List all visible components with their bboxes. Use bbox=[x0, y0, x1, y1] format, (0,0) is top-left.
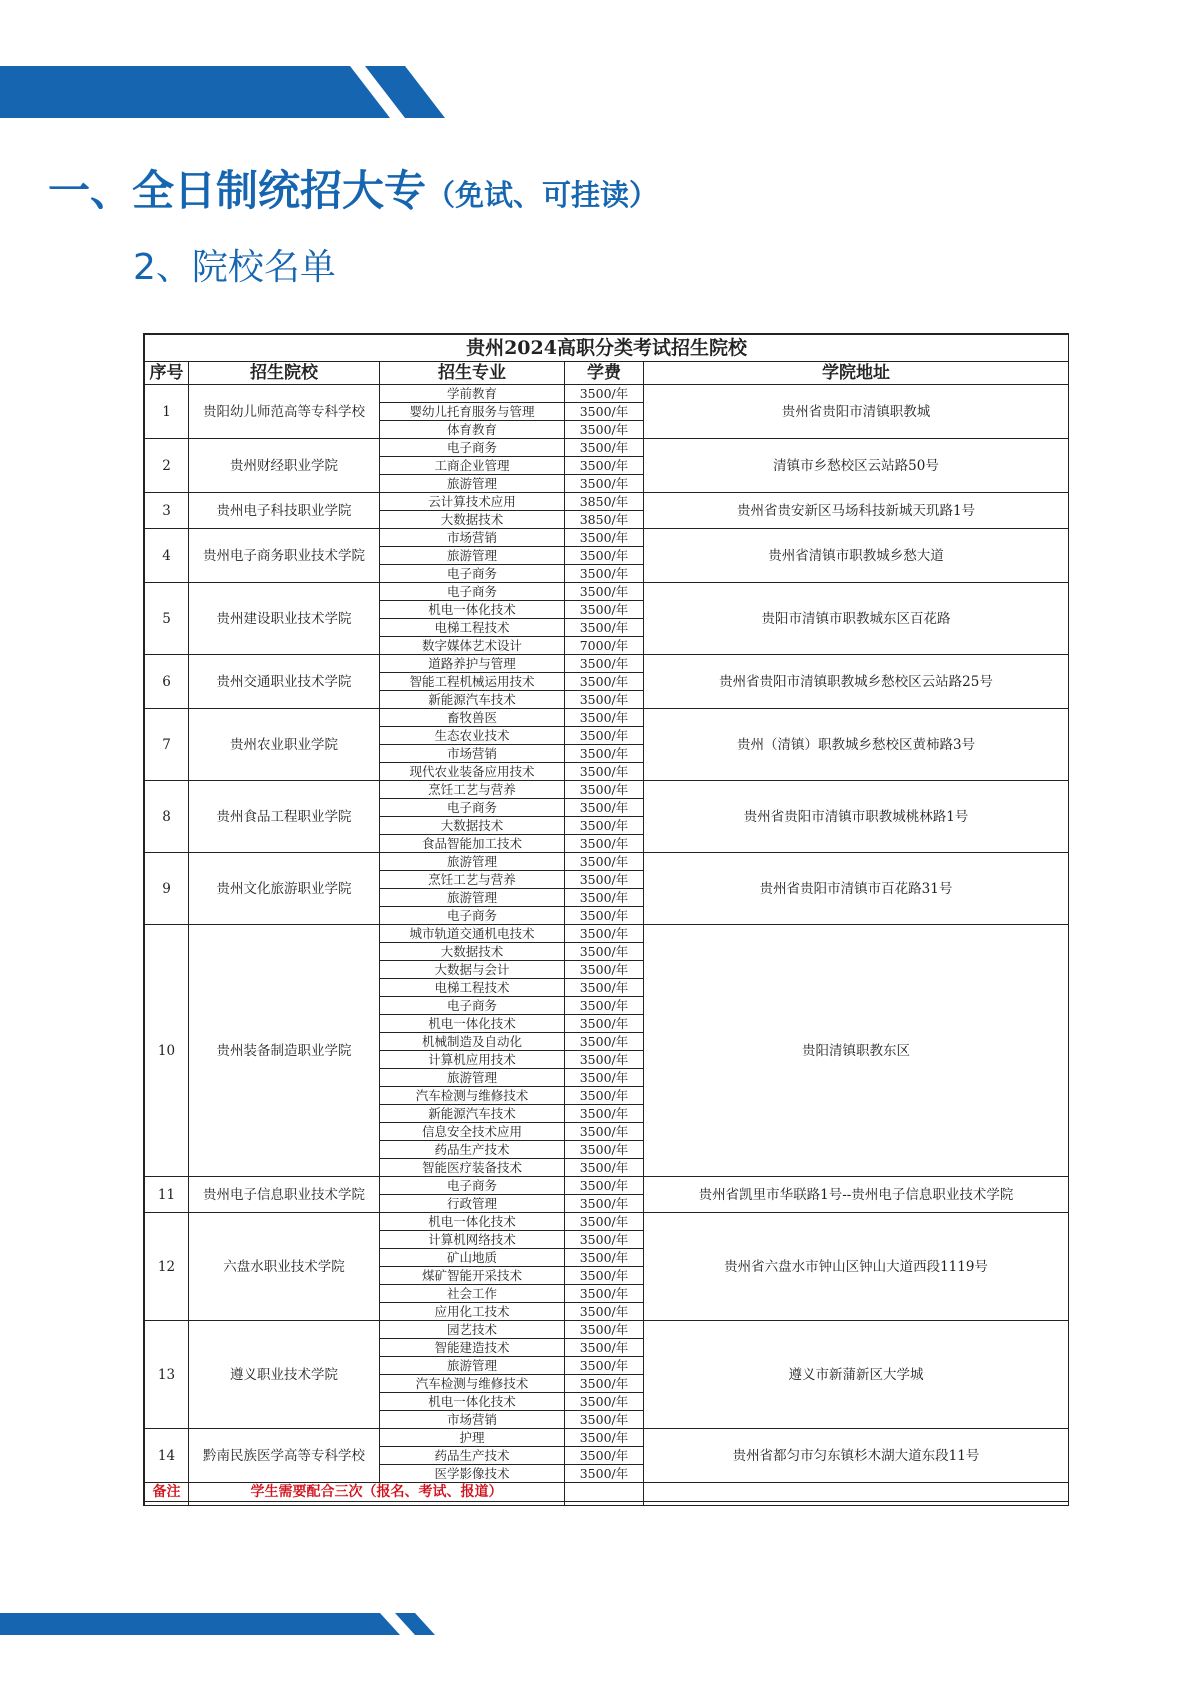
tuition-fee: 3500/年 bbox=[565, 853, 644, 871]
tuition-fee: 3500/年 bbox=[565, 439, 644, 457]
major-name: 道路养护与管理 bbox=[380, 655, 565, 673]
tuition-fee: 3500/年 bbox=[565, 1123, 644, 1141]
tuition-fee: 3500/年 bbox=[565, 799, 644, 817]
tuition-fee: 3500/年 bbox=[565, 763, 644, 781]
tuition-fee: 3500/年 bbox=[565, 601, 644, 619]
school-no: 4 bbox=[145, 529, 189, 583]
school-no: 5 bbox=[145, 583, 189, 655]
note-fee-empty bbox=[565, 1483, 644, 1502]
school-address: 贵州省六盘水市钟山区钟山大道西段1119号 bbox=[644, 1213, 1069, 1321]
tuition-fee: 3500/年 bbox=[565, 997, 644, 1015]
major-name: 现代农业装备应用技术 bbox=[380, 763, 565, 781]
major-name: 计算机网络技术 bbox=[380, 1231, 565, 1249]
major-name: 婴幼儿托育服务与管理 bbox=[380, 403, 565, 421]
section-title-note: （免试、可挂读） bbox=[426, 178, 659, 212]
table-row bbox=[145, 583, 1069, 601]
school-address: 贵州省贵阳市清镇市百花路31号 bbox=[644, 853, 1069, 925]
major-name: 旅游管理 bbox=[380, 889, 565, 907]
note-label: 备注 bbox=[145, 1483, 189, 1502]
school-address: 贵州（清镇）职教城乡愁校区黄柿路3号 bbox=[644, 709, 1069, 781]
tuition-fee: 3500/年 bbox=[565, 961, 644, 979]
school-name: 黔南民族医学高等专科学校 bbox=[189, 1429, 380, 1483]
major-name: 计算机应用技术 bbox=[380, 1051, 565, 1069]
major-name: 畜牧兽医 bbox=[380, 709, 565, 727]
tuition-fee: 3500/年 bbox=[565, 871, 644, 889]
major-name: 大数据技术 bbox=[380, 817, 565, 835]
school-name: 遵义职业技术学院 bbox=[189, 1321, 380, 1429]
major-name: 电子商务 bbox=[380, 997, 565, 1015]
major-name: 大数据与会计 bbox=[380, 961, 565, 979]
school-name: 贵州交通职业技术学院 bbox=[189, 655, 380, 709]
school-no: 8 bbox=[145, 781, 189, 853]
major-name: 旅游管理 bbox=[380, 547, 565, 565]
major-name: 智能建造技术 bbox=[380, 1339, 565, 1357]
major-name: 旅游管理 bbox=[380, 853, 565, 871]
major-name: 药品生产技术 bbox=[380, 1447, 565, 1465]
school-no: 6 bbox=[145, 655, 189, 709]
tuition-fee: 3500/年 bbox=[565, 1105, 644, 1123]
school-address: 贵阳市清镇市职教城东区百花路 bbox=[644, 583, 1069, 655]
school-no: 7 bbox=[145, 709, 189, 781]
major-name: 药品生产技术 bbox=[380, 1141, 565, 1159]
note-text: 学生需要配合三次（报名、考试、报道） bbox=[189, 1483, 565, 1502]
major-name: 电梯工程技术 bbox=[380, 979, 565, 997]
school-no: 12 bbox=[145, 1213, 189, 1321]
major-name: 机电一体化技术 bbox=[380, 1393, 565, 1411]
header-address: 学院地址 bbox=[644, 362, 1069, 385]
tuition-fee: 3500/年 bbox=[565, 673, 644, 691]
major-name: 机电一体化技术 bbox=[380, 1213, 565, 1231]
table-row bbox=[145, 1177, 1069, 1195]
school-address: 贵州省贵安新区马场科技新城天玑路1号 bbox=[644, 493, 1069, 529]
major-name: 学前教育 bbox=[380, 385, 565, 403]
bottom-stripe-decoration bbox=[0, 1613, 460, 1635]
header-school: 招生院校 bbox=[189, 362, 380, 385]
school-address: 贵州省贵阳市清镇职教城乡愁校区云站路25号 bbox=[644, 655, 1069, 709]
school-name: 贵州电子科技职业学院 bbox=[189, 493, 380, 529]
school-no: 1 bbox=[145, 385, 189, 439]
major-name: 电梯工程技术 bbox=[380, 619, 565, 637]
major-name: 机电一体化技术 bbox=[380, 1015, 565, 1033]
major-name: 市场营销 bbox=[380, 529, 565, 547]
tuition-fee: 3500/年 bbox=[565, 1141, 644, 1159]
note-row bbox=[145, 1483, 1069, 1502]
tuition-fee: 3850/年 bbox=[565, 493, 644, 511]
tuition-fee: 3500/年 bbox=[565, 583, 644, 601]
tuition-fee: 3500/年 bbox=[565, 1195, 644, 1213]
major-name: 电子商务 bbox=[380, 583, 565, 601]
tuition-fee: 3500/年 bbox=[565, 1159, 644, 1177]
school-name: 六盘水职业技术学院 bbox=[189, 1213, 380, 1321]
tuition-fee: 3500/年 bbox=[565, 1339, 644, 1357]
school-no: 3 bbox=[145, 493, 189, 529]
header-no: 序号 bbox=[145, 362, 189, 385]
school-name: 贵阳幼儿师范高等专科学校 bbox=[189, 385, 380, 439]
major-name: 汽车检测与维修技术 bbox=[380, 1087, 565, 1105]
major-name: 智能医疗装备技术 bbox=[380, 1159, 565, 1177]
major-name: 智能工程机械运用技术 bbox=[380, 673, 565, 691]
tuition-fee: 3500/年 bbox=[565, 925, 644, 943]
school-name: 贵州农业职业学院 bbox=[189, 709, 380, 781]
major-name: 机械制造及自动化 bbox=[380, 1033, 565, 1051]
major-name: 煤矿智能开采技术 bbox=[380, 1267, 565, 1285]
major-name: 电子商务 bbox=[380, 565, 565, 583]
table-row bbox=[145, 439, 1069, 457]
tuition-fee: 3500/年 bbox=[565, 1303, 644, 1321]
table-row bbox=[145, 1321, 1069, 1339]
table-row bbox=[145, 655, 1069, 673]
school-address: 贵州省都匀市匀东镇杉木湖大道东段11号 bbox=[644, 1429, 1069, 1483]
school-address: 贵州省贵阳市清镇市职教城桃林路1号 bbox=[644, 781, 1069, 853]
major-name: 信息安全技术应用 bbox=[380, 1123, 565, 1141]
major-name: 医学影像技术 bbox=[380, 1465, 565, 1483]
major-name: 矿山地质 bbox=[380, 1249, 565, 1267]
header-major: 招生专业 bbox=[380, 362, 565, 385]
note-address-empty bbox=[644, 1483, 1069, 1502]
table-row bbox=[145, 385, 1069, 403]
table-title: 贵州2024高职分类考试招生院校 bbox=[145, 335, 1069, 362]
tuition-fee: 3500/年 bbox=[565, 565, 644, 583]
tuition-fee: 3500/年 bbox=[565, 745, 644, 763]
school-name: 贵州食品工程职业学院 bbox=[189, 781, 380, 853]
tuition-fee: 7000/年 bbox=[565, 637, 644, 655]
major-name: 旅游管理 bbox=[380, 1357, 565, 1375]
major-name: 社会工作 bbox=[380, 1285, 565, 1303]
school-no: 14 bbox=[145, 1429, 189, 1483]
tuition-fee: 3500/年 bbox=[565, 1033, 644, 1051]
school-table-frame bbox=[143, 333, 1069, 1506]
blank-row bbox=[145, 1502, 1069, 1506]
major-name: 应用化工技术 bbox=[380, 1303, 565, 1321]
tuition-fee: 3500/年 bbox=[565, 943, 644, 961]
major-name: 园艺技术 bbox=[380, 1321, 565, 1339]
table-row bbox=[145, 781, 1069, 799]
major-name: 体育教育 bbox=[380, 421, 565, 439]
table-body bbox=[145, 385, 1069, 1483]
tuition-fee: 3500/年 bbox=[565, 457, 644, 475]
tuition-fee: 3500/年 bbox=[565, 1447, 644, 1465]
tuition-fee: 3500/年 bbox=[565, 907, 644, 925]
major-name: 市场营销 bbox=[380, 1411, 565, 1429]
major-name: 电子商务 bbox=[380, 1177, 565, 1195]
table-header-row bbox=[145, 362, 1069, 385]
tuition-fee: 3500/年 bbox=[565, 727, 644, 745]
section-subtitle: 2、院校名单 bbox=[133, 247, 336, 288]
tuition-fee: 3500/年 bbox=[565, 421, 644, 439]
school-name: 贵州文化旅游职业学院 bbox=[189, 853, 380, 925]
tuition-fee: 3500/年 bbox=[565, 1465, 644, 1483]
school-name: 贵州建设职业技术学院 bbox=[189, 583, 380, 655]
school-no: 9 bbox=[145, 853, 189, 925]
school-address: 清镇市乡愁校区云站路50号 bbox=[644, 439, 1069, 493]
tuition-fee: 3500/年 bbox=[565, 1267, 644, 1285]
tuition-fee: 3500/年 bbox=[565, 385, 644, 403]
tuition-fee: 3500/年 bbox=[565, 1177, 644, 1195]
major-name: 烹饪工艺与营养 bbox=[380, 781, 565, 799]
major-name: 旅游管理 bbox=[380, 1069, 565, 1087]
table-row bbox=[145, 493, 1069, 511]
tuition-fee: 3500/年 bbox=[565, 817, 644, 835]
major-name: 电子商务 bbox=[380, 907, 565, 925]
major-name: 云计算技术应用 bbox=[380, 493, 565, 511]
tuition-fee: 3500/年 bbox=[565, 403, 644, 421]
major-name: 大数据技术 bbox=[380, 511, 565, 529]
tuition-fee: 3500/年 bbox=[565, 1429, 644, 1447]
school-no: 10 bbox=[145, 925, 189, 1177]
major-name: 机电一体化技术 bbox=[380, 601, 565, 619]
major-name: 生态农业技术 bbox=[380, 727, 565, 745]
major-name: 旅游管理 bbox=[380, 475, 565, 493]
section-title bbox=[48, 166, 659, 215]
school-name: 贵州电子商务职业技术学院 bbox=[189, 529, 380, 583]
tuition-fee: 3500/年 bbox=[565, 835, 644, 853]
major-name: 市场营销 bbox=[380, 745, 565, 763]
school-address: 贵州省清镇市职教城乡愁大道 bbox=[644, 529, 1069, 583]
major-name: 新能源汽车技术 bbox=[380, 691, 565, 709]
major-name: 食品智能加工技术 bbox=[380, 835, 565, 853]
tuition-fee: 3500/年 bbox=[565, 709, 644, 727]
school-no: 2 bbox=[145, 439, 189, 493]
tuition-fee: 3500/年 bbox=[565, 529, 644, 547]
tuition-fee: 3500/年 bbox=[565, 475, 644, 493]
top-stripe-decoration bbox=[0, 66, 450, 118]
table-row bbox=[145, 529, 1069, 547]
school-address: 遵义市新蒲新区大学城 bbox=[644, 1321, 1069, 1429]
school-table bbox=[144, 334, 1069, 1506]
major-name: 护理 bbox=[380, 1429, 565, 1447]
tuition-fee: 3500/年 bbox=[565, 1285, 644, 1303]
school-no: 13 bbox=[145, 1321, 189, 1429]
tuition-fee: 3500/年 bbox=[565, 889, 644, 907]
school-name: 贵州财经职业学院 bbox=[189, 439, 380, 493]
table-row bbox=[145, 1213, 1069, 1231]
tuition-fee: 3500/年 bbox=[565, 1015, 644, 1033]
school-no: 11 bbox=[145, 1177, 189, 1213]
tuition-fee: 3500/年 bbox=[565, 1411, 644, 1429]
major-name: 电子商务 bbox=[380, 439, 565, 457]
tuition-fee: 3500/年 bbox=[565, 1231, 644, 1249]
tuition-fee: 3500/年 bbox=[565, 1051, 644, 1069]
tuition-fee: 3500/年 bbox=[565, 655, 644, 673]
tuition-fee: 3500/年 bbox=[565, 1249, 644, 1267]
table-row bbox=[145, 709, 1069, 727]
header-fee: 学费 bbox=[565, 362, 644, 385]
tuition-fee: 3500/年 bbox=[565, 619, 644, 637]
major-name: 数字媒体艺术设计 bbox=[380, 637, 565, 655]
tuition-fee: 3500/年 bbox=[565, 1213, 644, 1231]
major-name: 城市轨道交通机电技术 bbox=[380, 925, 565, 943]
tuition-fee: 3500/年 bbox=[565, 1087, 644, 1105]
table-row bbox=[145, 1429, 1069, 1447]
tuition-fee: 3500/年 bbox=[565, 1375, 644, 1393]
tuition-fee: 3500/年 bbox=[565, 691, 644, 709]
tuition-fee: 3500/年 bbox=[565, 547, 644, 565]
tuition-fee: 3850/年 bbox=[565, 511, 644, 529]
section-title-main: 一、全日制统招大专 bbox=[48, 166, 427, 215]
school-address: 贵州省凯里市华联路1号--贵州电子信息职业技术学院 bbox=[644, 1177, 1069, 1213]
school-name: 贵州电子信息职业技术学院 bbox=[189, 1177, 380, 1213]
major-name: 工商企业管理 bbox=[380, 457, 565, 475]
major-name: 电子商务 bbox=[380, 799, 565, 817]
school-address: 贵州省贵阳市清镇职教城 bbox=[644, 385, 1069, 439]
major-name: 大数据技术 bbox=[380, 943, 565, 961]
tuition-fee: 3500/年 bbox=[565, 1321, 644, 1339]
tuition-fee: 3500/年 bbox=[565, 1393, 644, 1411]
school-address: 贵阳清镇职教东区 bbox=[644, 925, 1069, 1177]
table-row bbox=[145, 925, 1069, 943]
tuition-fee: 3500/年 bbox=[565, 781, 644, 799]
table-row bbox=[145, 853, 1069, 871]
major-name: 行政管理 bbox=[380, 1195, 565, 1213]
tuition-fee: 3500/年 bbox=[565, 979, 644, 997]
tuition-fee: 3500/年 bbox=[565, 1357, 644, 1375]
major-name: 汽车检测与维修技术 bbox=[380, 1375, 565, 1393]
school-name: 贵州装备制造职业学院 bbox=[189, 925, 380, 1177]
tuition-fee: 3500/年 bbox=[565, 1069, 644, 1087]
major-name: 烹饪工艺与营养 bbox=[380, 871, 565, 889]
major-name: 新能源汽车技术 bbox=[380, 1105, 565, 1123]
